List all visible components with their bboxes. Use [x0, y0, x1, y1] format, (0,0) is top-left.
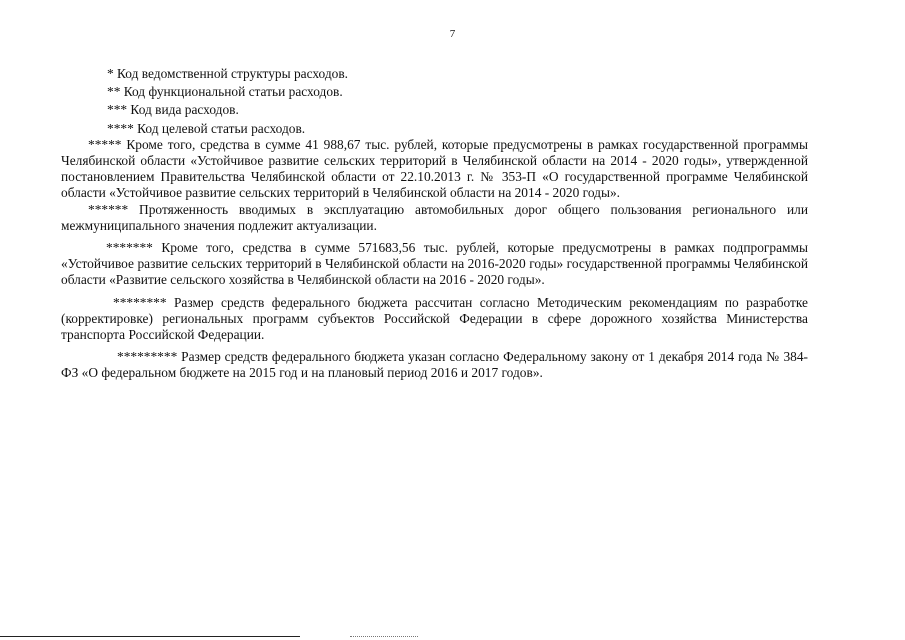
footnote-7: ******* Кроме того, средства в сумме 571683,56 тыс. рублей, которые предусмотрены в рамках подпрограммы «Устойчивое развитие сельских территорий в Челябинской области на 2016-2020 годы» государственной программы Челябинской области «Развитие сельского хозяйства в Челябинской области на 2016 - 2020 годы».: [61, 240, 808, 288]
footnote-2: ** Код функциональной статьи расходов.: [107, 84, 343, 100]
footer-mark: [350, 636, 418, 638]
footnotes: [61, 66, 808, 382]
footnote-1: * Код ведомственной структуры расходов.: [107, 66, 349, 81]
page-number: 7: [449, 28, 456, 40]
footnote-8: ******** Размер средств федерального бюджета рассчитан согласно Методическим рекомендациям по разработке (корректировке) региональных программ субъектов Российской Федерации в сфере дорожного хозяйства Министерства транспорта Российской Федерации.: [61, 294, 808, 343]
footer-rule: [0, 636, 300, 637]
footnote-6: ****** Протяженность вводимых в эксплуатацию автомобильных дорог общего пользования регионального или межмуниципального значения подлежит актуализации.: [61, 201, 808, 233]
footnote-3: *** Код вида расходов.: [107, 102, 239, 118]
footnote-4: **** Код целевой статьи расходов.: [107, 120, 306, 136]
footnote-5: ***** Кроме того, средства в сумме 41 988,67 тыс. рублей, которые предусмотрены в рамках государственной программы Челябинской области «Устойчивое развитие сельских территорий в Челябинской области на 2014 - 2020 годы», утвержденной постановлением Правительства Челябинской области от 22.10.2013 г. № 353-П «О государственной программе Челябинской области «Устойчивое развитие сельских территорий в Челябинской области на 2014 - 2020 годы».: [61, 136, 808, 201]
footnote-9: ********* Размер средств федерального бюджета указан согласно Федеральному закону от 1 декабря 2014 года № 384-ФЗ «О федеральном бюджете на 2015 год и на плановый период 2016 и 2017 годов».: [61, 349, 808, 381]
